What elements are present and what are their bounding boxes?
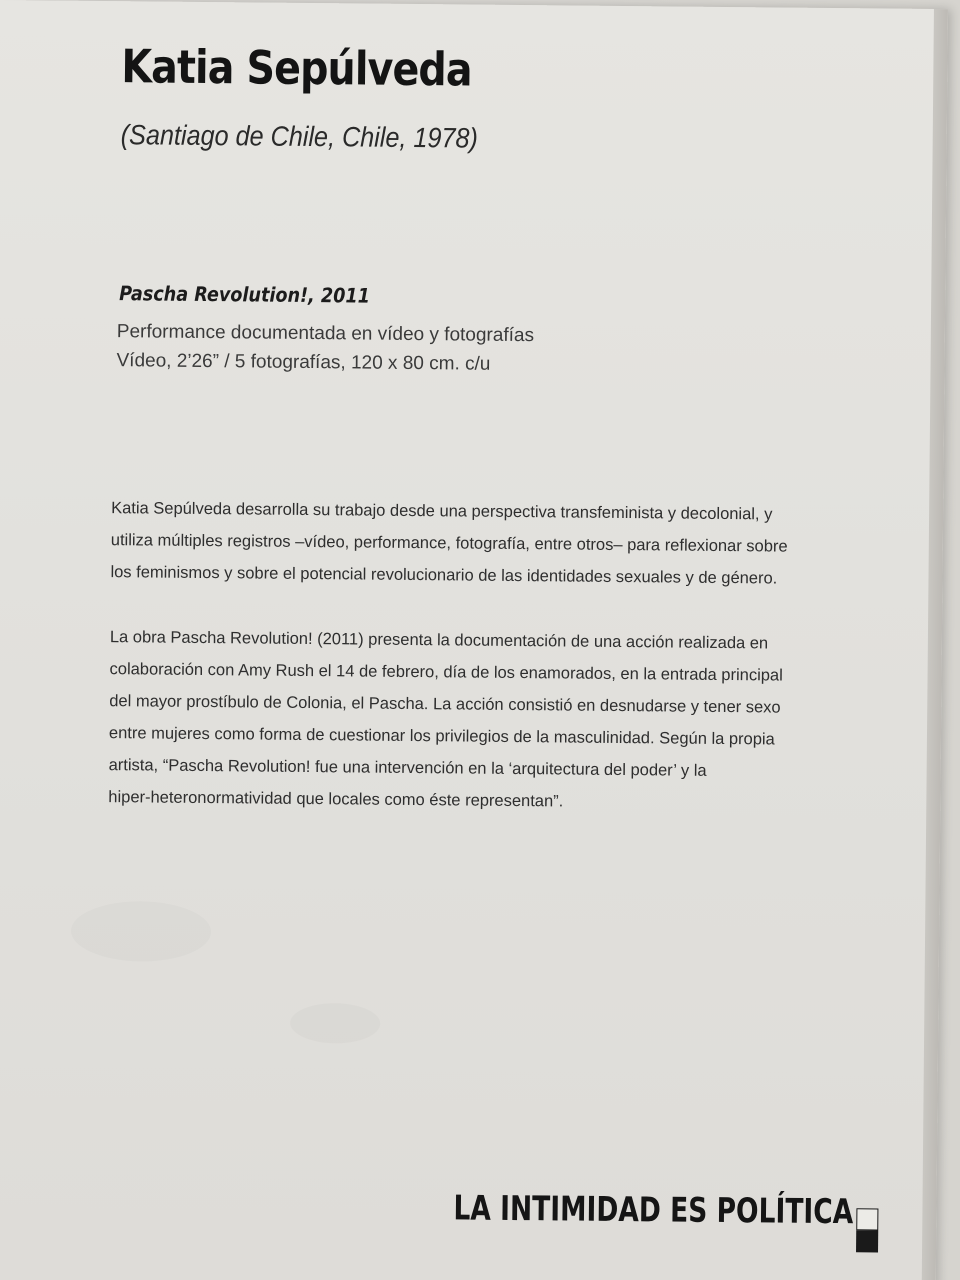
paragraph-2-line: colaboración con Amy Rush el 14 de febrero, día de los enamorados, en la entrada principal	[109, 660, 783, 685]
exhibition-title: LA INTIMIDAD ES POLÍTICA	[453, 1188, 854, 1233]
surface-smudge	[71, 901, 212, 962]
paragraph-1-line: utiliza múltiples registros –vídeo, performance, fotografía, entre otros– para reflexionar sobre	[110, 531, 788, 556]
logo-top-square	[856, 1208, 878, 1230]
artist-name: Katia Sepúlveda	[121, 39, 473, 97]
work-dimensions: Vídeo, 2’26” / 5 fotografías, 120 x 80 cm. c/u	[116, 350, 491, 375]
paragraph-2-line: artista, “Pascha Revolution! fue una intervención en la ‘arquitectura del poder’ y la	[108, 756, 707, 780]
artist-origin: (Santiago de Chile, Chile, 1978)	[120, 119, 479, 154]
paragraph-2-line: entre mujeres como forma de cuestionar los privilegios de la masculinidad. Según la propia	[108, 724, 775, 749]
paragraph-1-line: Katia Sepúlveda desarrolla su trabajo desde una perspectiva transfeminista y decolonial, y	[111, 499, 773, 524]
work-medium: Performance documentada en vídeo y fotografías	[116, 321, 535, 347]
paragraph-2-line: del mayor prostíbulo de Colonia, el Pascha. La acción consistió en desnudarse y tener sexo	[109, 692, 781, 717]
split-square-icon	[856, 1208, 878, 1252]
work-title: Pascha Revolution!, 2011	[119, 281, 371, 308]
logo-bottom-square	[856, 1230, 878, 1252]
surface-smudge	[290, 1003, 380, 1044]
paragraph-2-line: hiper-heteronormatividad que locales como éste representan”.	[108, 788, 564, 811]
paragraph-1-line: los feminismos y sobre el potencial revolucionario de las identidades sexuales y de género.	[110, 563, 778, 588]
paragraph-2-line: La obra Pascha Revolution! (2011) presenta la documentación de una acción realizada en	[109, 628, 769, 653]
